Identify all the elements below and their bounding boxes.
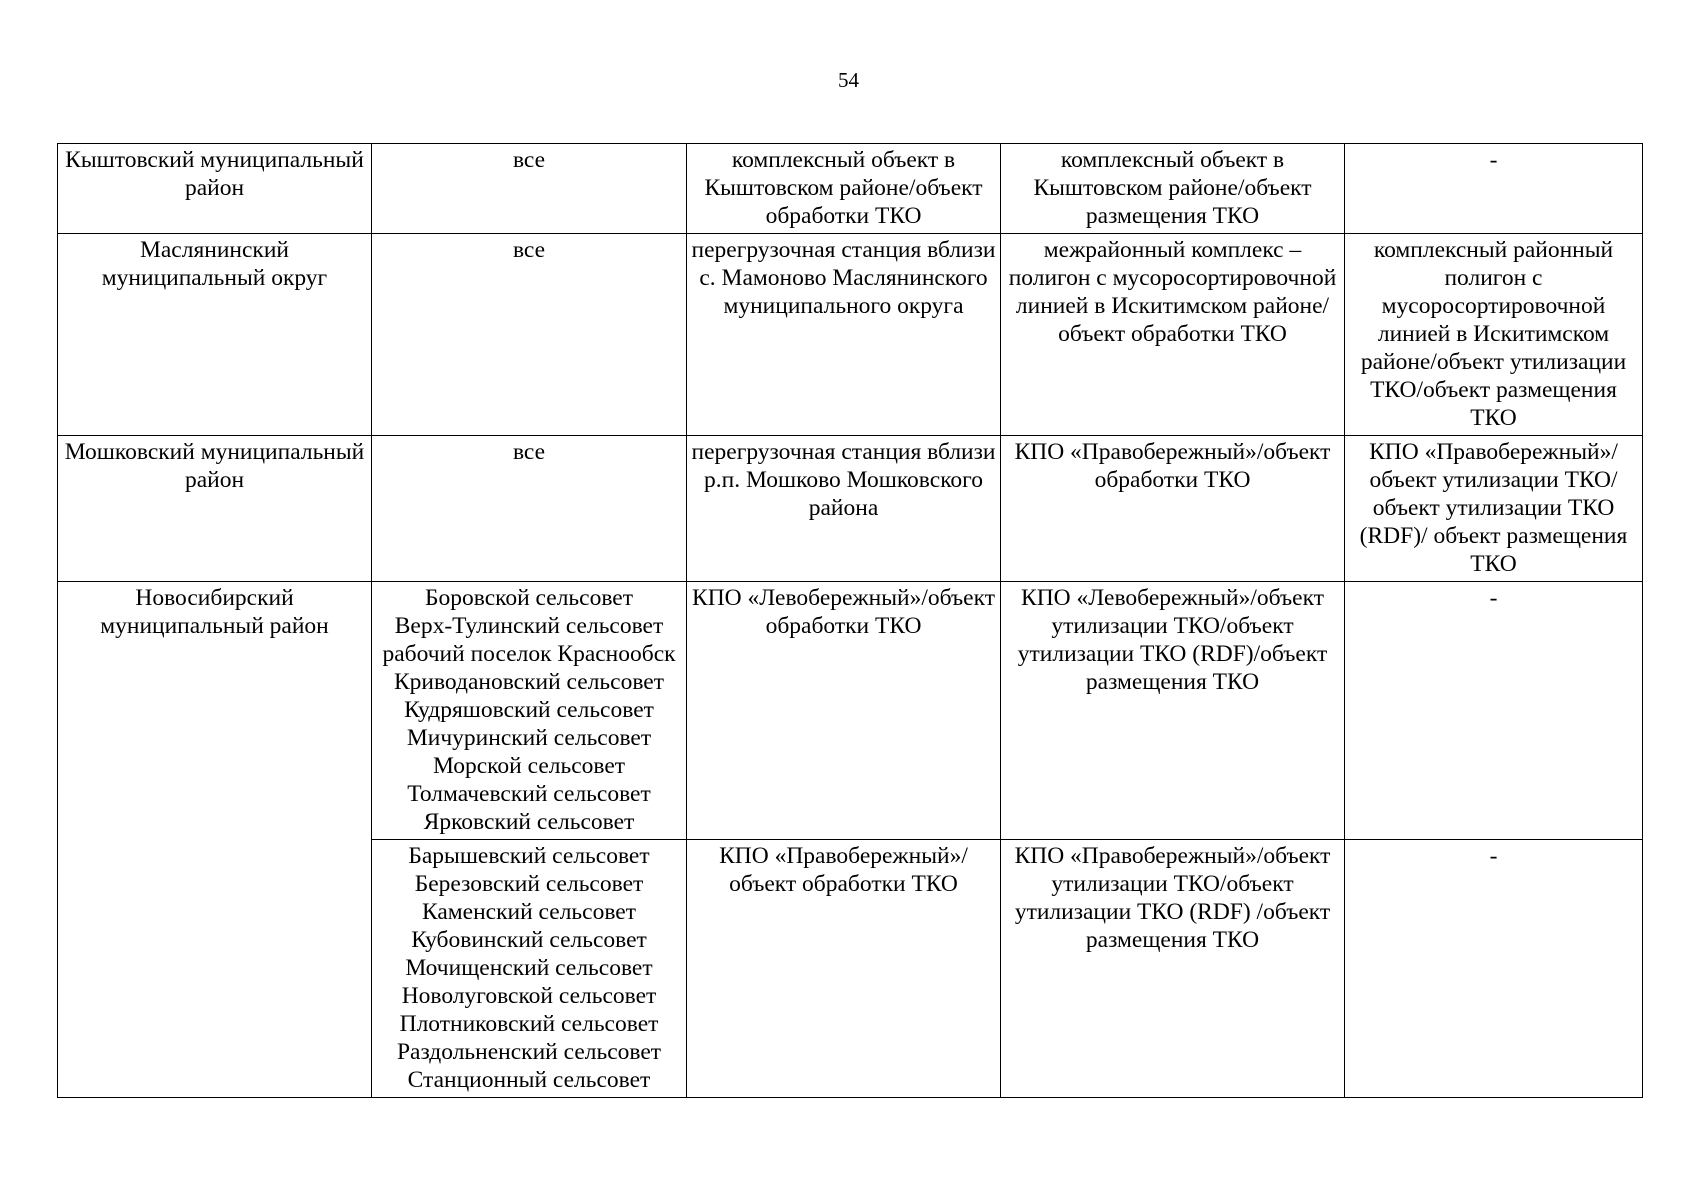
placement-facility-cell: комплексный объект в Кыштовском районе/объект размещения ТКО <box>1001 144 1345 234</box>
settlement-item: все <box>512 147 546 173</box>
settlement-item: Ярковский сельсовет <box>423 809 635 835</box>
settlement-item: Березовский сельсовет <box>414 871 644 897</box>
processing-facility-cell: КПО «Правобережный»/объект обработки ТКО <box>687 840 1001 1098</box>
settlements-cell <box>372 582 687 840</box>
processing-facility-cell: перегрузочная станция вблизи р.п. Мошково Мошковского района <box>687 436 1001 582</box>
placement-facility-cell: КПО «Правобережный»/объект обработки ТКО <box>1001 436 1345 582</box>
settlement-item: все <box>512 237 546 263</box>
processing-facility-cell: КПО «Левобережный»/объект обработки ТКО <box>687 582 1001 840</box>
table-row <box>58 582 1643 840</box>
settlements-cell <box>372 144 687 234</box>
municipality-cell: Кыштовский муниципальный район <box>58 144 372 234</box>
settlement-item: Кудряшовский сельсовет <box>404 697 654 723</box>
settlements-cell <box>372 234 687 436</box>
settlement-item: Барышевский сельсовет <box>408 843 650 869</box>
settlement-item: Толмачевский сельсовет <box>407 781 651 807</box>
settlement-item: Боровской сельсовет <box>425 585 633 611</box>
municipality-cell: Маслянинский муниципальный округ <box>58 234 372 436</box>
placement-facility-cell: межрайонный комплекс – полигон с мусоросортировочной линией в Искитимском районе/объект обработки ТКО <box>1001 234 1345 436</box>
additional-facility-cell: - <box>1345 840 1643 1098</box>
table-row <box>58 234 1643 436</box>
municipality-cell: Новосибирский муниципальный район <box>58 582 372 1098</box>
additional-facility-cell: - <box>1345 582 1643 840</box>
settlement-item: Морской сельсовет <box>432 753 626 779</box>
settlement-item: все <box>512 439 546 465</box>
processing-facility-cell: комплексный объект в Кыштовском районе/объект обработки ТКО <box>687 144 1001 234</box>
additional-facility-cell: - <box>1345 144 1643 234</box>
placement-facility-cell: КПО «Правобережный»/объект утилизации ТКО/объект утилизации ТКО (RDF) /объект размещения ТКО <box>1001 840 1345 1098</box>
settlement-item: Станционный сельсовет <box>407 1067 651 1093</box>
settlement-item: Плотниковский сельсовет <box>399 1011 659 1037</box>
settlement-item: рабочий поселок Краснообск <box>382 641 676 667</box>
placement-facility-cell: КПО «Левобережный»/объект утилизации ТКО/объект утилизации ТКО (RDF)/объект размещения ТКО <box>1001 582 1345 840</box>
settlements-cell <box>372 840 687 1098</box>
settlement-item: Новолуговской сельсовет <box>401 983 657 1009</box>
settlement-item: Криводановский сельсовет <box>394 669 664 695</box>
additional-facility-cell: комплексный районный полигон с мусоросортировочной линией в Искитимском районе/объект утилизации ТКО/объект размещения ТКО <box>1345 234 1643 436</box>
settlement-item: Раздольненский сельсовет <box>396 1039 662 1065</box>
settlement-item: Кубовинский сельсовет <box>411 927 647 953</box>
settlement-item: Верх-Тулинский сельсовет <box>394 613 664 639</box>
table-row <box>58 436 1643 582</box>
settlement-item: Мочищенский сельсовет <box>405 955 653 981</box>
page-number: 54 <box>838 68 859 92</box>
settlement-item: Мичуринский сельсовет <box>406 725 652 751</box>
waste-routing-table <box>57 143 1643 1098</box>
processing-facility-cell: перегрузочная станция вблизи с. Мамоново Маслянинского муниципального округа <box>687 234 1001 436</box>
municipality-cell: Мошковский муниципальный район <box>58 436 372 582</box>
settlement-item: Каменский сельсовет <box>422 899 636 925</box>
settlements-cell <box>372 436 687 582</box>
table-row <box>58 144 1643 234</box>
additional-facility-cell: КПО «Правобережный»/объект утилизации ТКО/объект утилизации ТКО (RDF)/ объект размещения ТКО <box>1345 436 1643 582</box>
